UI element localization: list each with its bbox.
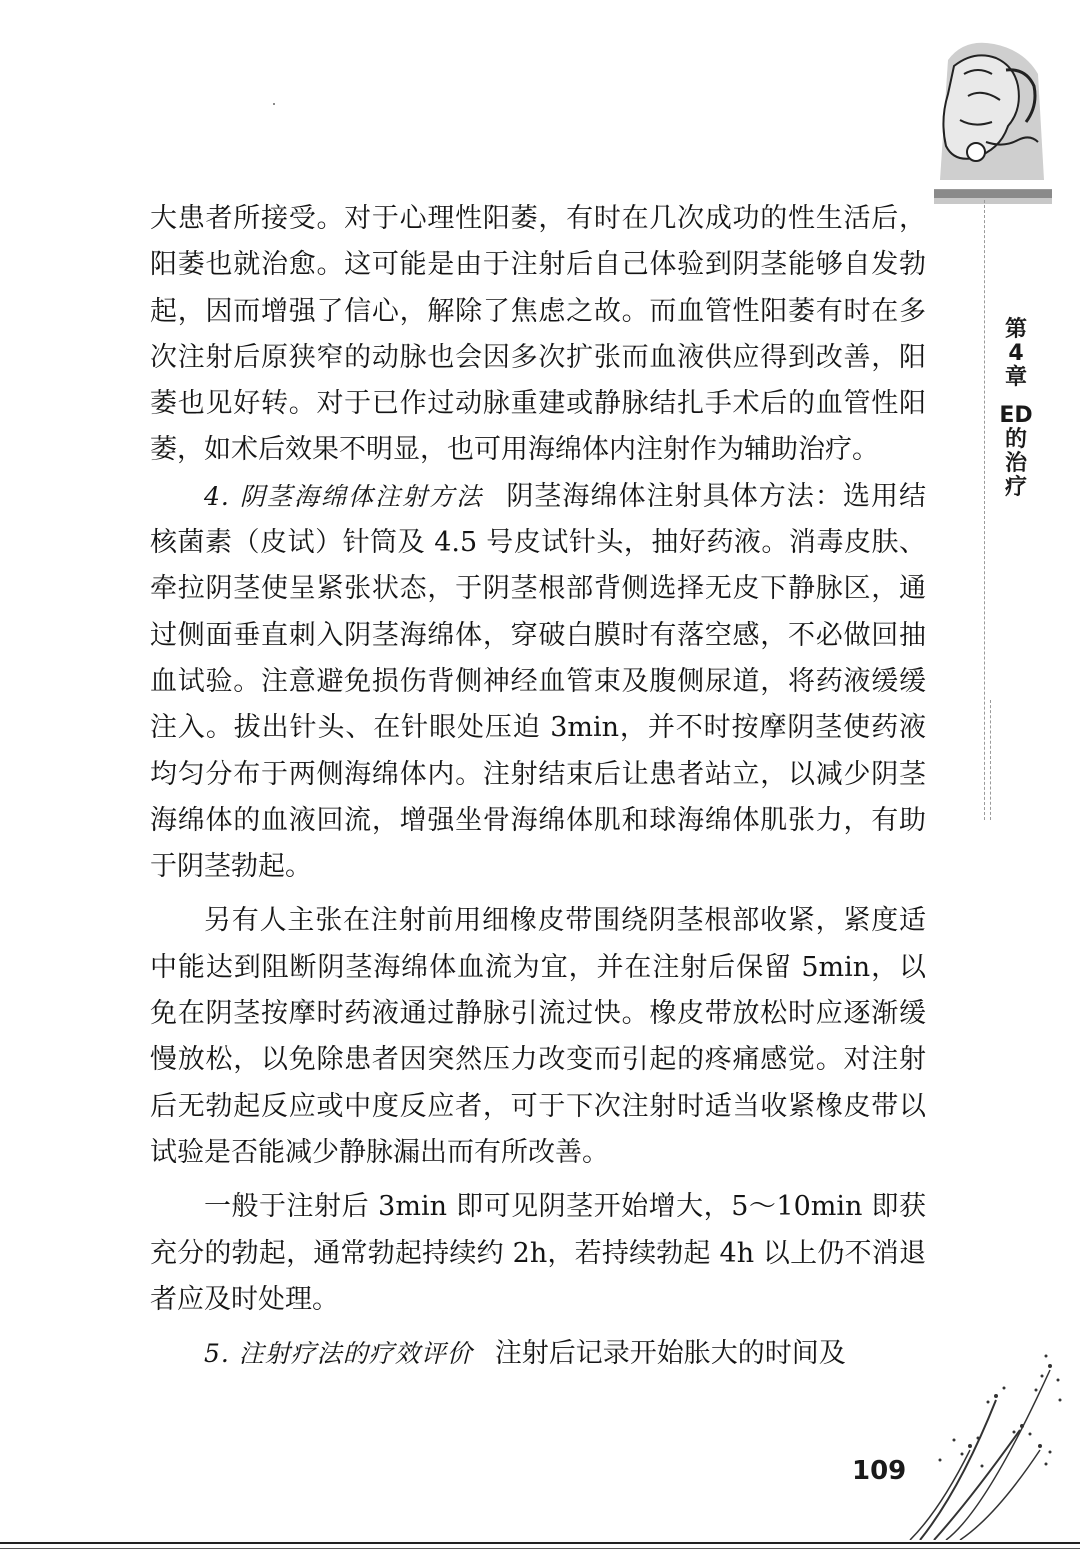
bodybuilder-illustration-icon <box>934 30 1052 220</box>
chapter-char: 4 <box>1008 341 1024 366</box>
paragraph: 大患者所接受。对于心理性阳萎，有时在几次成功的性生活后，阳萎也就治愈。这可能是由于注射后自己体验到阴茎能够自发勃起，因而增强了信心，解除了焦虑之故。而血管性阳萎有时在多次注射后原狭窄的动脉也会因多次扩张而血液供应得到改善，阳萎也见好转。对于已作过动脉重建或静脉结扎手术后的血管性阳萎，如术后效果不明显，也可用海绵体内注射作为辅助治疗。 <box>150 203 926 466</box>
section-5-body: 注射后记录开始胀大的时间及 <box>494 1338 846 1370</box>
chapter-char: 章 <box>1004 365 1027 390</box>
chapter-title-label <box>996 404 1036 500</box>
sparkle-spray-decoration-icon <box>900 1340 1070 1540</box>
chapter-title-char: 疗 <box>1004 475 1027 500</box>
section-4-heading: 4. 阴茎海绵体注射方法 <box>204 481 484 511</box>
stray-dot <box>273 103 275 105</box>
chapter-side-tab <box>996 318 1036 500</box>
section-5-paragraph <box>150 1331 926 1377</box>
section-4-body: 阴茎海绵体注射具体方法：选用结核菌素（皮试）针筒及 4.5 号皮试针头，抽好药液。消毒皮肤、牵拉阴茎使呈紧张状态，于阴茎根部背侧选择无皮下静脉区，通过侧面垂直刺入阴茎海绵体，穿破白膜时有落空感，不必做回抽血试验。注意避免损伤背侧神经血管束及腹侧尿道，将药液缓缓注入。拔出针头、在针眼处压迫 3min，并不时按摩阴茎使药液均匀分布于两侧海绵体内。注射结束后让患者站立，以减少阴茎海绵体的血液回流，增强坐骨海绵体肌和球海绵体肌张力，有助于阴茎勃起。 <box>150 480 926 883</box>
bottom-rule <box>0 1542 1080 1544</box>
page-number: 109 <box>852 1456 907 1486</box>
body-text <box>150 196 926 1377</box>
section-5-heading: 5. 注射疗法的疗效评价 <box>204 1339 473 1369</box>
chapter-title-char: 治 <box>1004 451 1027 476</box>
paragraph: 一般于注射后 3min 即可见阴茎开始增大，5～10min 即获充分的勃起，通常勃起持续约 2h，若持续勃起 4h 以上仍不消退者应及时处理。 <box>150 1191 926 1315</box>
chapter-title-char: 的 <box>1004 427 1027 452</box>
chapter-number-label <box>996 318 1036 390</box>
margin-dash-line <box>990 700 991 820</box>
bottom-rule <box>0 1548 1080 1549</box>
chapter-title-char: ED <box>999 403 1033 428</box>
paragraph: 另有人主张在注射前用细橡皮带围绕阴茎根部收紧，紧度适中能达到阻断阴茎海绵体血流为宜，并在注射后保留 5min，以免在阴茎按摩时药液通过静脉引流过快。橡皮带放松时应逐渐缓慢放松，以免除患者因突然压力改变而引起的疼痛感觉。对注射后无勃起反应或中度反应者，可于下次注射时适当收紧橡皮带以试验是否能减少静脉漏出而有所改善。 <box>150 905 926 1168</box>
section-4-paragraph <box>150 474 926 891</box>
chapter-char: 第 <box>1004 317 1027 342</box>
margin-dash-line <box>984 200 985 820</box>
